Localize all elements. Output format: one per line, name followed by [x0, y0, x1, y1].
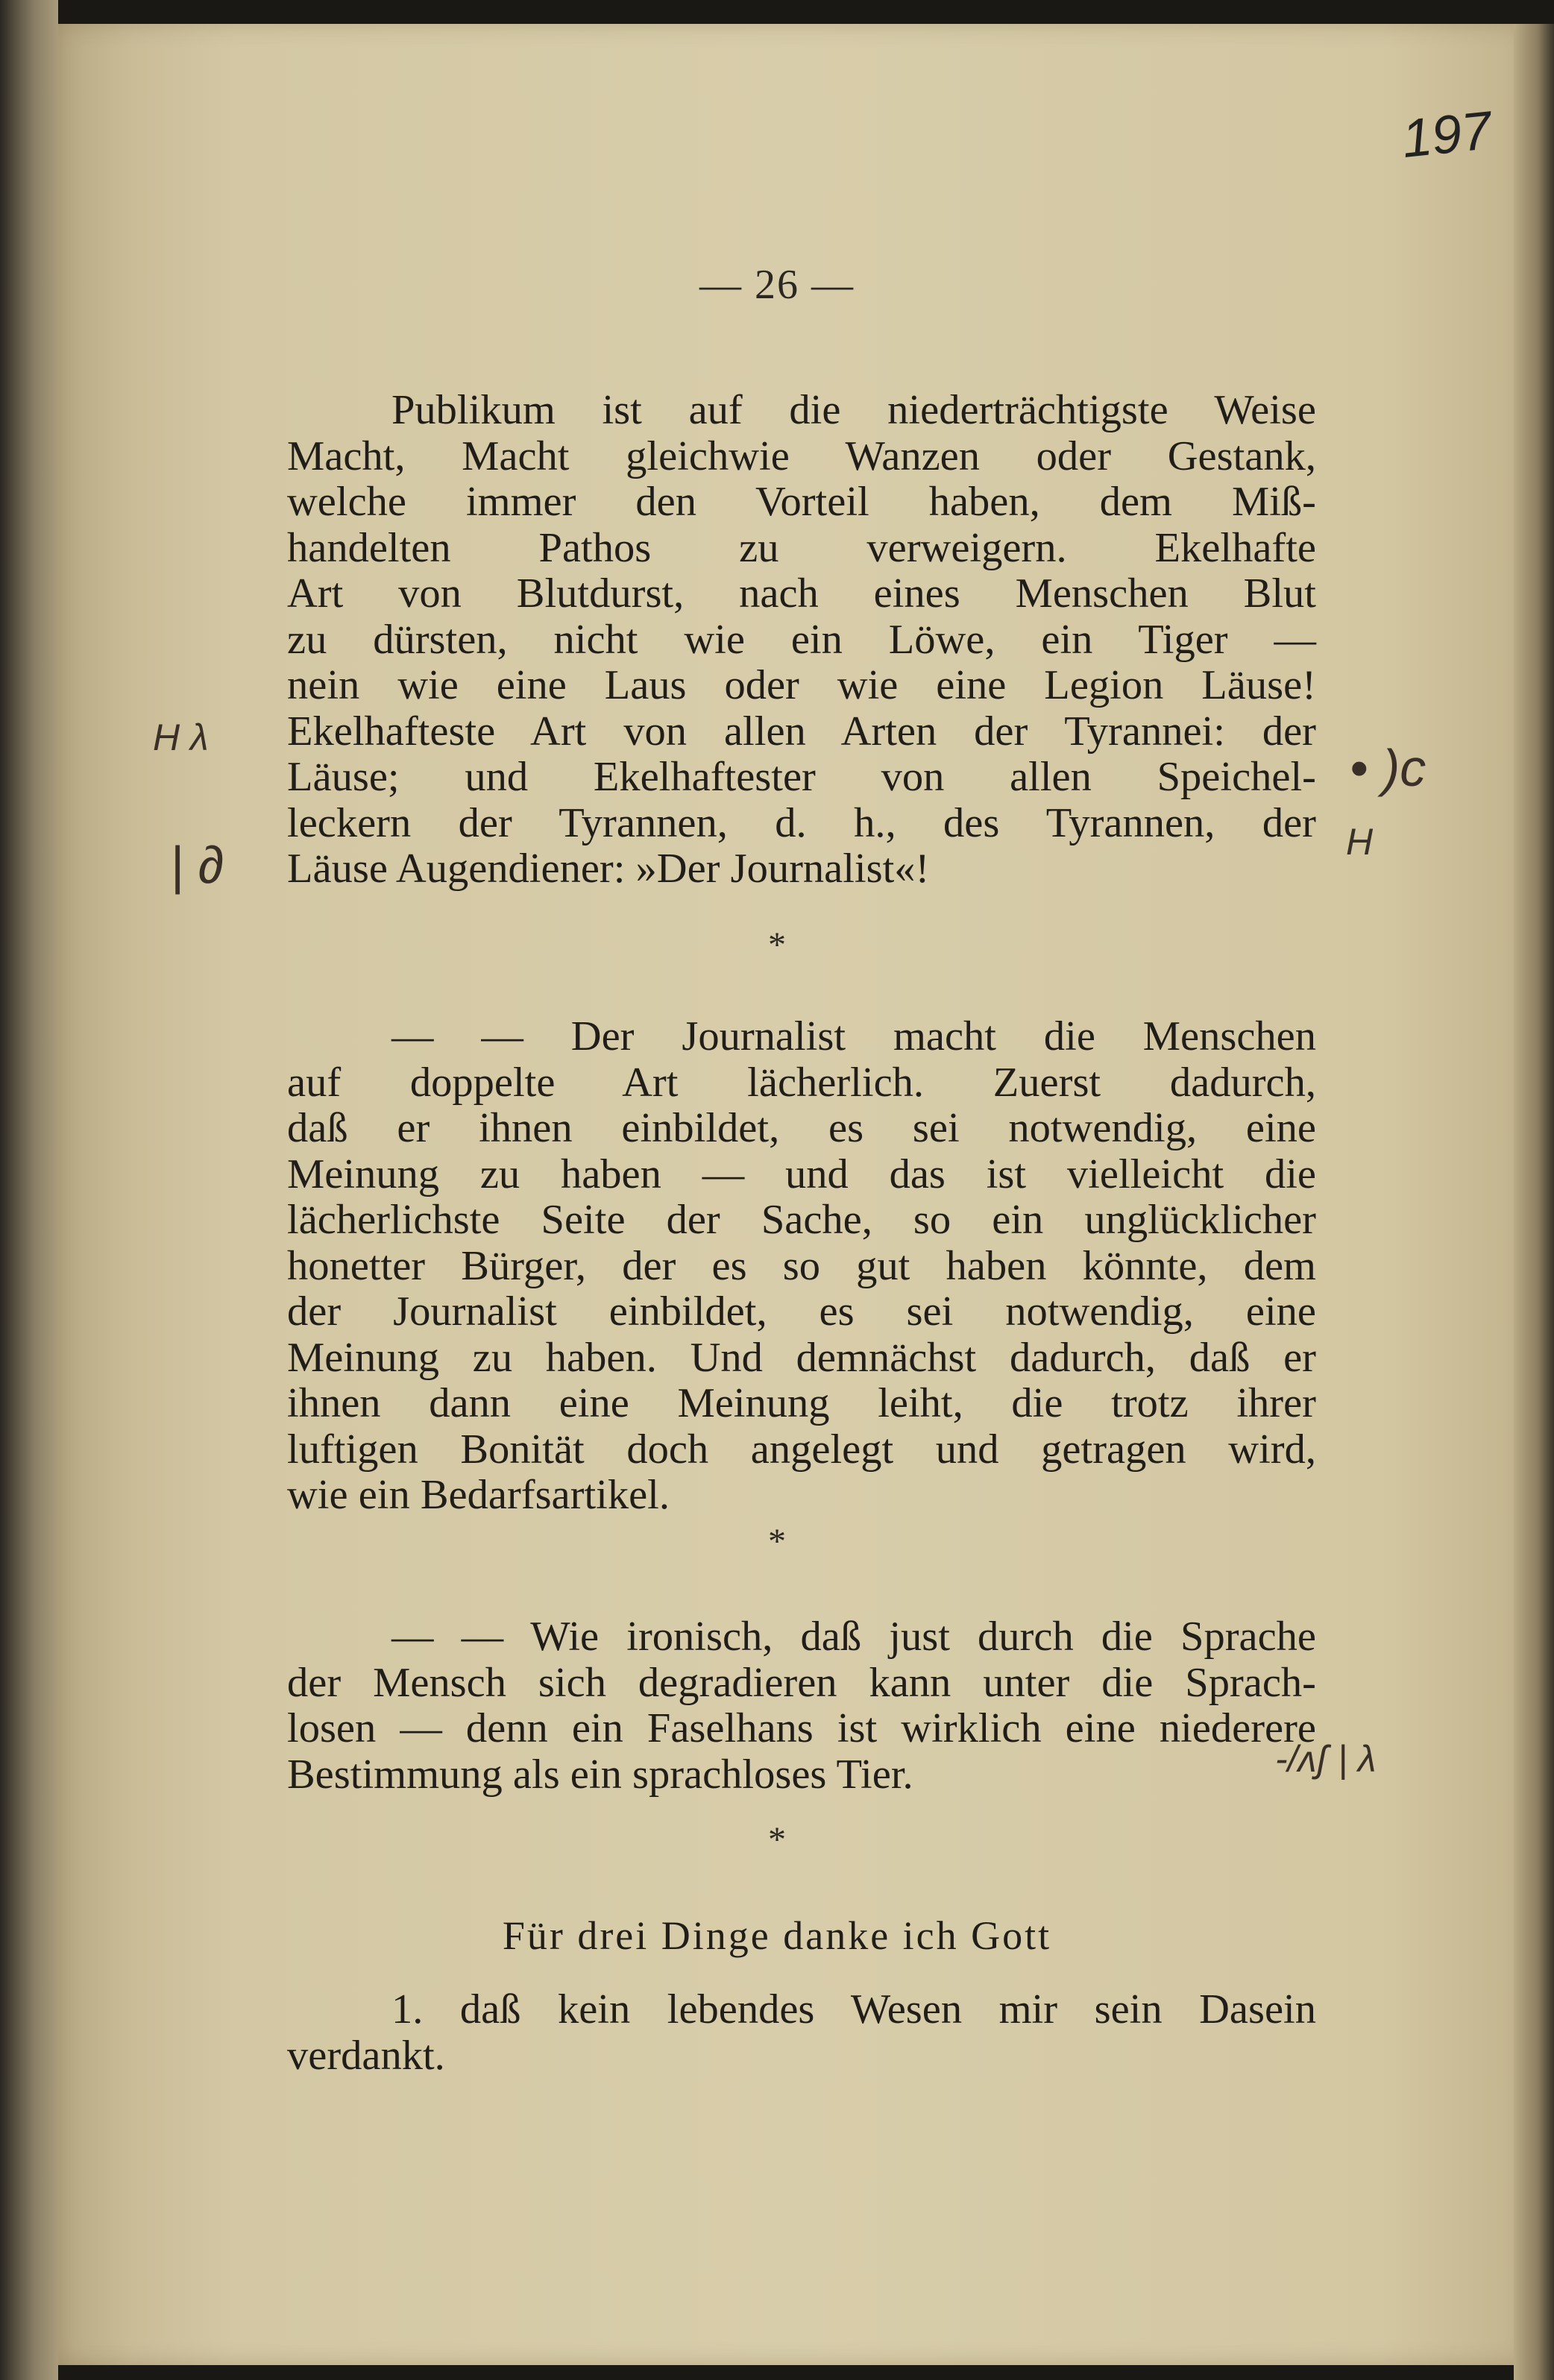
paragraph-4: [287, 1987, 1316, 2079]
text-line: Macht, Macht gleichwie Wanzen oder Gestank,: [287, 432, 1316, 479]
text-line: ihnen dann eine Meinung leiht, die trotz ihrer: [287, 1380, 1316, 1426]
text-line: 1. daß kein lebendes Wesen mir sein Dasein: [391, 1986, 1316, 2033]
text-line: nein wie eine Laus oder wie eine Legion Läuse!: [287, 662, 1316, 708]
text-line: auf doppelte Art lächerlich. Zuerst dadurch,: [287, 1059, 1316, 1106]
text-line: verdankt.: [287, 2032, 445, 2079]
text-line: honetter Bürger, der es so gut haben könnte, dem: [287, 1242, 1316, 1289]
text-line: Ekelhafteste Art von allen Arten der Tyrannei: der: [287, 708, 1316, 755]
section-separator: *: [768, 1522, 786, 1561]
text-line: lächerlichste Seite der Sache, so ein unglücklicher: [287, 1197, 1316, 1243]
margin-note: | ∂: [170, 836, 224, 894]
section-heading: Für drei Dinge danke ich Gott: [502, 1913, 1052, 1958]
page-number: — 26 —: [699, 262, 855, 308]
text-line: handelten Pathos zu verweigern. Ekelhafte: [287, 524, 1316, 571]
paragraph-1: [287, 388, 1316, 892]
text-line: Meinung zu haben — und das ist vielleicht die: [287, 1150, 1316, 1197]
section-separator: *: [768, 925, 786, 965]
paragraph-2: [287, 1014, 1316, 1519]
text-line: Meinung zu haben. Und demnächst dadurch, daß er: [287, 1334, 1316, 1381]
margin-note: -/ʌʃ | λ: [1275, 1738, 1377, 1780]
margin-note: • )c: [1350, 739, 1426, 797]
text-line: Läuse; und Ekelhaftester von allen Speichel-: [287, 754, 1316, 800]
page-edge: [1514, 24, 1554, 2380]
scan-binding-edge: [0, 0, 58, 2380]
text-line: welche immer den Vorteil haben, dem Miß-: [287, 479, 1316, 525]
section-separator: *: [768, 1820, 786, 1860]
text-line: leckern der Tyrannen, d. h., des Tyrannen, der: [287, 799, 1316, 846]
folio-number: 197: [1399, 100, 1494, 170]
margin-note: H: [1346, 821, 1374, 863]
text-line: wie ein Bedarfsartikel.: [287, 1472, 670, 1518]
paragraph-3: [287, 1614, 1316, 1798]
text-line: der Journalist einbildet, es sei notwendig, eine: [287, 1288, 1316, 1335]
text-line: der Mensch sich degradieren kann unter die Sprach-: [287, 1659, 1316, 1706]
text-line: zu dürsten, nicht wie ein Löwe, ein Tiger —: [287, 616, 1316, 663]
text-line: Bestimmung als ein sprachloses Tier.: [287, 1751, 913, 1798]
text-line: Art von Blutdurst, nach eines Menschen Blut: [287, 570, 1316, 617]
text-line: — — Wie ironisch, daß just durch die Sprache: [391, 1614, 1316, 1660]
text-line: losen — denn ein Faselhans ist wirklich eine niederere: [287, 1705, 1316, 1751]
text-line: Publikum ist auf die niederträchtigste Weise: [391, 387, 1316, 433]
text-line: — — Der Journalist macht die Menschen: [391, 1013, 1316, 1060]
text-line: daß er ihnen einbildet, es sei notwendig, eine: [287, 1105, 1316, 1151]
text-line: luftigen Bonität doch angelegt und getragen wird,: [287, 1426, 1316, 1473]
margin-note: H λ: [153, 717, 209, 758]
text-line: Läuse Augendiener: »Der Journalist«!: [287, 846, 930, 892]
